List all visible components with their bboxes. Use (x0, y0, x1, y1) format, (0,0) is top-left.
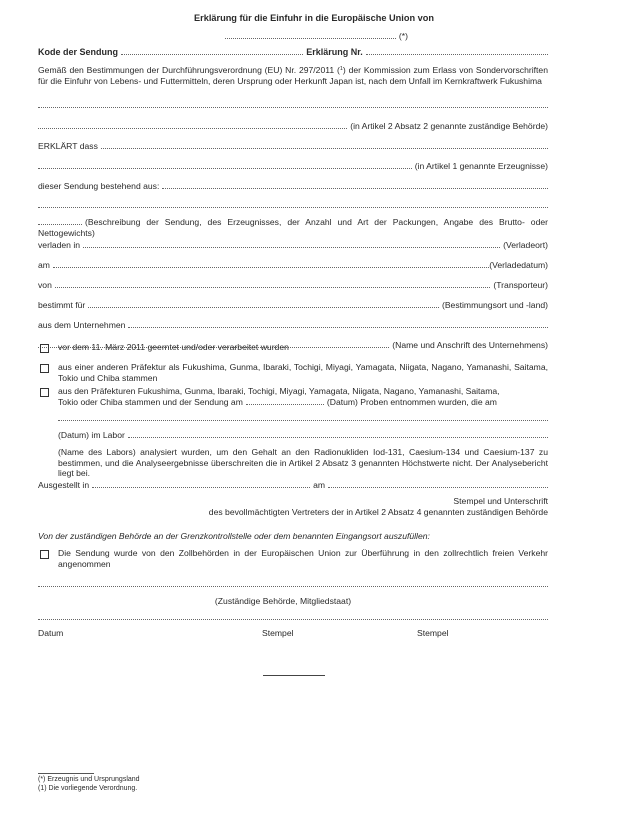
sendung-line-2 (38, 200, 548, 208)
footnote-1 (38, 776, 140, 785)
unternehmen-hint: (Name und Anschrift des Unternehmens) (392, 340, 548, 350)
issued-row (38, 480, 548, 491)
unternehmen-input[interactable] (128, 320, 548, 328)
footnote-1-text: Erzeugnis und Ursprungsland (47, 776, 140, 783)
intro-paragraph (38, 64, 548, 86)
authority-line-2 (38, 121, 548, 132)
origin-row (225, 31, 408, 42)
kode-row (38, 47, 548, 58)
issued-date-input[interactable] (328, 480, 548, 488)
option-1-checkbox[interactable] (40, 344, 49, 353)
labor-label: (Datum) im Labor (58, 430, 125, 440)
sendung-row (38, 181, 548, 192)
border-instruction: Von der zuständigen Behörde an der Grenzkontrollstelle oder dem benannten Eingangsort auszufüllen: (38, 531, 430, 541)
verladen-label: verladen in (38, 240, 81, 250)
release-text: Die Sendung wurde von den Zollbehörden in der Europäischen Union zur Überführung in den zollrechtlich freien Verkehr angenommen (58, 548, 548, 569)
release-checkbox[interactable] (40, 550, 49, 559)
sample-date-input[interactable] (246, 397, 324, 405)
signature-line (38, 612, 548, 620)
footnote-rule (38, 773, 94, 774)
am-row (38, 260, 548, 271)
stempel-label-2: Stempel (417, 628, 449, 638)
sendung-input[interactable] (162, 181, 548, 189)
authority-input-2[interactable] (38, 121, 347, 129)
sign-line-1: Stempel und Unterschrift (453, 496, 548, 506)
datum-label: Datum (38, 628, 64, 638)
option-3-line-1: aus den Präfekturen Fukushima, Gunma, Ibaraki, Tochigi, Miyagi, Yamagata, Niigata, Nagano, Yamanashi, Saitama, (58, 386, 500, 396)
origin-note: (*) (398, 31, 408, 41)
erklaert-input[interactable] (101, 141, 548, 149)
bestimmungsort-input[interactable] (88, 300, 439, 308)
issued-am-label: am (313, 480, 326, 490)
origin-input[interactable] (225, 31, 396, 39)
intro-text-2: ) der Kommission zum Erlass von Sondervorschriften für die Einfuhr von Lebens- und Futtermitteln, deren Ursprung oder Herkunft Japan ist, nach dem Unfall im Kernkraftwerk Fukushima (38, 65, 548, 86)
behoerde-hint: (in Artikel 2 Absatz 2 genannte zuständige Behörde) (350, 121, 548, 131)
authority-line (38, 579, 548, 587)
bestimmt-label: bestimmt für (38, 300, 86, 310)
erzeugnisse-row (38, 161, 548, 172)
footnote-2 (38, 785, 137, 794)
authority-hint: (Zuständige Behörde, Mitgliedstaat) (214, 596, 352, 606)
erklaerung-input[interactable] (366, 47, 548, 55)
footnote-2-mark: (1) (38, 785, 47, 792)
stempel-label-1: Stempel (262, 628, 294, 638)
border-signature-input[interactable] (38, 612, 548, 620)
option-3-checkbox[interactable] (40, 388, 49, 397)
intro-text-1: Gemäß den Bestimmungen der Durchführungsverordnung (EU) Nr. 297/2011 ( (38, 65, 340, 75)
labor-row (58, 430, 548, 441)
footnote-1-mark: (*) (38, 776, 46, 783)
erklaerung-label: Erklärung Nr. (306, 47, 363, 57)
beschreibung-row (38, 217, 548, 238)
kode-label: Kode der Sendung (38, 47, 119, 57)
von-row (38, 280, 548, 291)
footnote-ref: 1 (339, 66, 343, 72)
unternehmen-row (38, 320, 548, 331)
issued-label: Ausgestellt in (38, 480, 90, 490)
erklaert-row (38, 141, 548, 152)
von-label: von (38, 280, 52, 290)
unternehmen-label: aus dem Unternehmen (38, 320, 126, 330)
verladeort-hint: (Verladeort) (503, 240, 548, 250)
beschreibung-hint: (Beschreibung der Sendung, des Erzeugnisses, der Anzahl und Art der Packungen, Angabe des Brutto- oder Nettogewichts) (38, 217, 548, 238)
option-1-text: vor dem 11. März 2011 geerntet und/oder verarbeitet wurden (58, 342, 289, 352)
option-3-date-line (58, 413, 548, 421)
option-2-text: aus einer anderen Präfektur als Fukushima, Gunma, Ibaraki, Tochigi, Miyagi, Yamagata, Niigata, Nagano, Yamanashi, Saitama, Tokio und Chiba stammen (58, 362, 548, 383)
end-rule (263, 675, 325, 676)
bestimmungsort-hint: (Bestimmungsort und -land) (441, 300, 548, 310)
analysis-text: (Name des Labors) analysiert wurden, um den Gehalt an den Radionukliden Iod-131, Caesium-134 und Caesium-137 zu bestimmen, und die Analyseergebnisse überschreiten die in Artikel 2 Absatz 3 genannten Höchstwerte nicht. Der Analysebericht liegt bei. (58, 447, 548, 478)
sendung-input-2[interactable] (38, 200, 548, 208)
authority-line-1 (38, 100, 548, 108)
issued-place-input[interactable] (92, 480, 310, 488)
kode-input[interactable] (121, 47, 303, 55)
footnote-2-text: Die vorliegende Verordnung. (48, 785, 138, 792)
option-2-checkbox[interactable] (40, 364, 49, 373)
transporteur-input[interactable] (55, 280, 491, 288)
analysis-date-input[interactable] (58, 413, 548, 421)
am-label: am (38, 260, 50, 270)
verladedatum-input[interactable] (53, 260, 489, 268)
bestimmt-row (38, 300, 548, 311)
erzeugnisse-input[interactable] (38, 161, 412, 169)
verladeort-input[interactable] (83, 240, 500, 248)
option-3-line-2 (58, 397, 548, 408)
sign-line-2: des bevollmächtigten Vertreters der in Artikel 2 Absatz 4 genannten zuständigen Behörde (208, 507, 548, 517)
form-title: Erklärung für die Einfuhr in die Europäische Union von (194, 13, 434, 23)
option-3-text-a: Tokio oder Chiba stammen und der Sendung am (58, 397, 243, 407)
beschreibung-input[interactable] (38, 217, 82, 225)
erzeugnisse-hint: (in Artikel 1 genannte Erzeugnisse) (414, 161, 548, 171)
erklaert-label: ERKLÄRT dass (38, 141, 98, 151)
verladen-row (38, 240, 548, 251)
labor-input[interactable] (128, 430, 548, 438)
option-3-text-b: (Datum) Proben entnommen wurden, die am (326, 397, 497, 407)
sendung-label: dieser Sendung bestehend aus: (38, 181, 160, 191)
transporteur-hint: (Transporteur) (493, 280, 548, 290)
border-authority-input[interactable] (38, 579, 548, 587)
authority-input-1[interactable] (38, 100, 548, 108)
verladedatum-hint: (Verladedatum) (489, 260, 548, 270)
